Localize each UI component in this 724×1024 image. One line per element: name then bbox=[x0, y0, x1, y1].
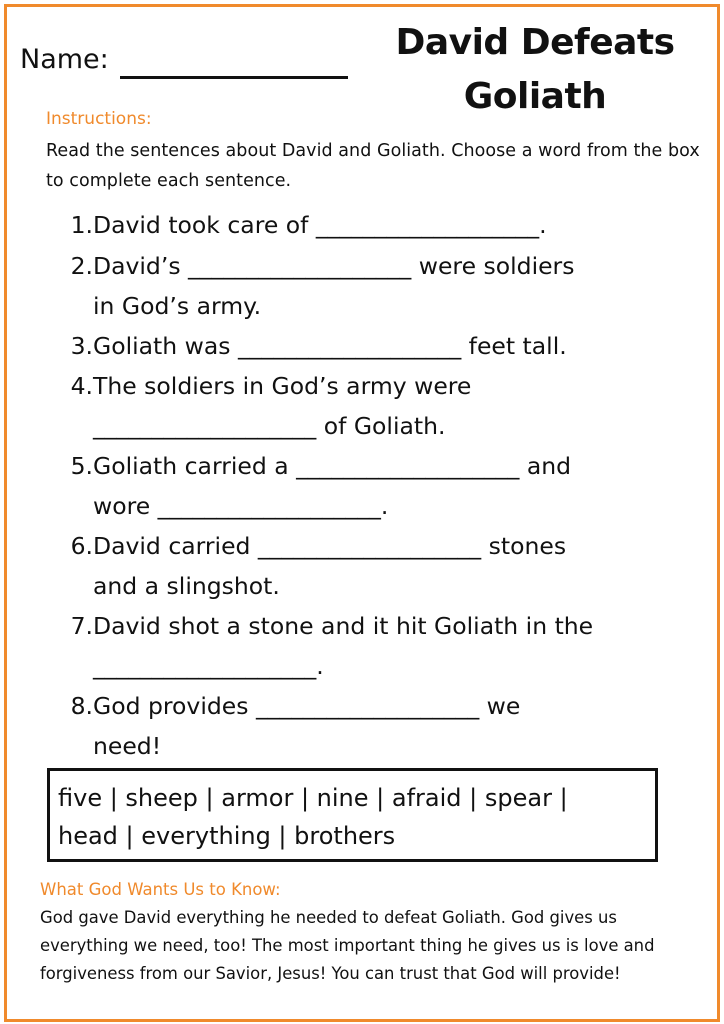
question-number: 4. bbox=[70, 372, 93, 400]
question-number: 2. bbox=[70, 252, 93, 280]
word-bank bbox=[47, 768, 658, 862]
wants-label: What God Wants Us to Know: bbox=[40, 880, 281, 899]
question-number: 1. bbox=[70, 211, 93, 239]
question-number: 6. bbox=[70, 532, 93, 560]
question-number: 3. bbox=[70, 332, 93, 360]
question-text-continued: wore ___________________. bbox=[93, 492, 389, 520]
question-text: God provides ___________________ we bbox=[93, 692, 521, 720]
question-number: 7. bbox=[70, 612, 93, 640]
question-number: 5. bbox=[70, 452, 93, 480]
name-label: Name: bbox=[20, 44, 109, 75]
question-text: David shot a stone and it hit Goliath in the bbox=[93, 612, 594, 640]
instructions-text: Read the sentences about David and Goliath. Choose a word from the box to complete each sentence. bbox=[46, 141, 700, 191]
question-text-continued: in God’s army. bbox=[93, 292, 262, 320]
title-line-2: Goliath bbox=[463, 76, 607, 117]
question-text: David carried ___________________ stones bbox=[93, 532, 567, 560]
question-number: 8. bbox=[70, 692, 93, 720]
question-text: David’s ___________________ were soldiers bbox=[93, 252, 575, 280]
question-text: The soldiers in God’s army were bbox=[93, 372, 472, 400]
worksheet-title bbox=[380, 16, 690, 124]
question-text: Goliath carried a ___________________ and bbox=[93, 452, 572, 480]
word-bank-line-2: head | everything | brothers bbox=[58, 822, 396, 850]
question-text-continued: need! bbox=[93, 732, 162, 760]
name-line[interactable] bbox=[120, 76, 348, 79]
question-text-continued: ___________________. bbox=[93, 652, 324, 680]
instructions-label: Instructions: bbox=[46, 109, 152, 129]
question-text: Goliath was ___________________ feet tall. bbox=[93, 332, 567, 360]
wants-text: God gave David everything he needed to defeat Goliath. God gives us everything we need, too! The most important thing he gives us is love and forgiveness from our Savior, Jesus! You can trust that God will provide! bbox=[40, 908, 655, 983]
title-line-1: David Defeats bbox=[395, 22, 675, 63]
word-bank-line-1: five | sheep | armor | nine | afraid | spear | bbox=[58, 784, 568, 812]
question-text-continued: and a slingshot. bbox=[93, 572, 280, 600]
question-text: David took care of ___________________. bbox=[93, 211, 547, 239]
question-text-continued: ___________________ of Goliath. bbox=[93, 412, 446, 440]
